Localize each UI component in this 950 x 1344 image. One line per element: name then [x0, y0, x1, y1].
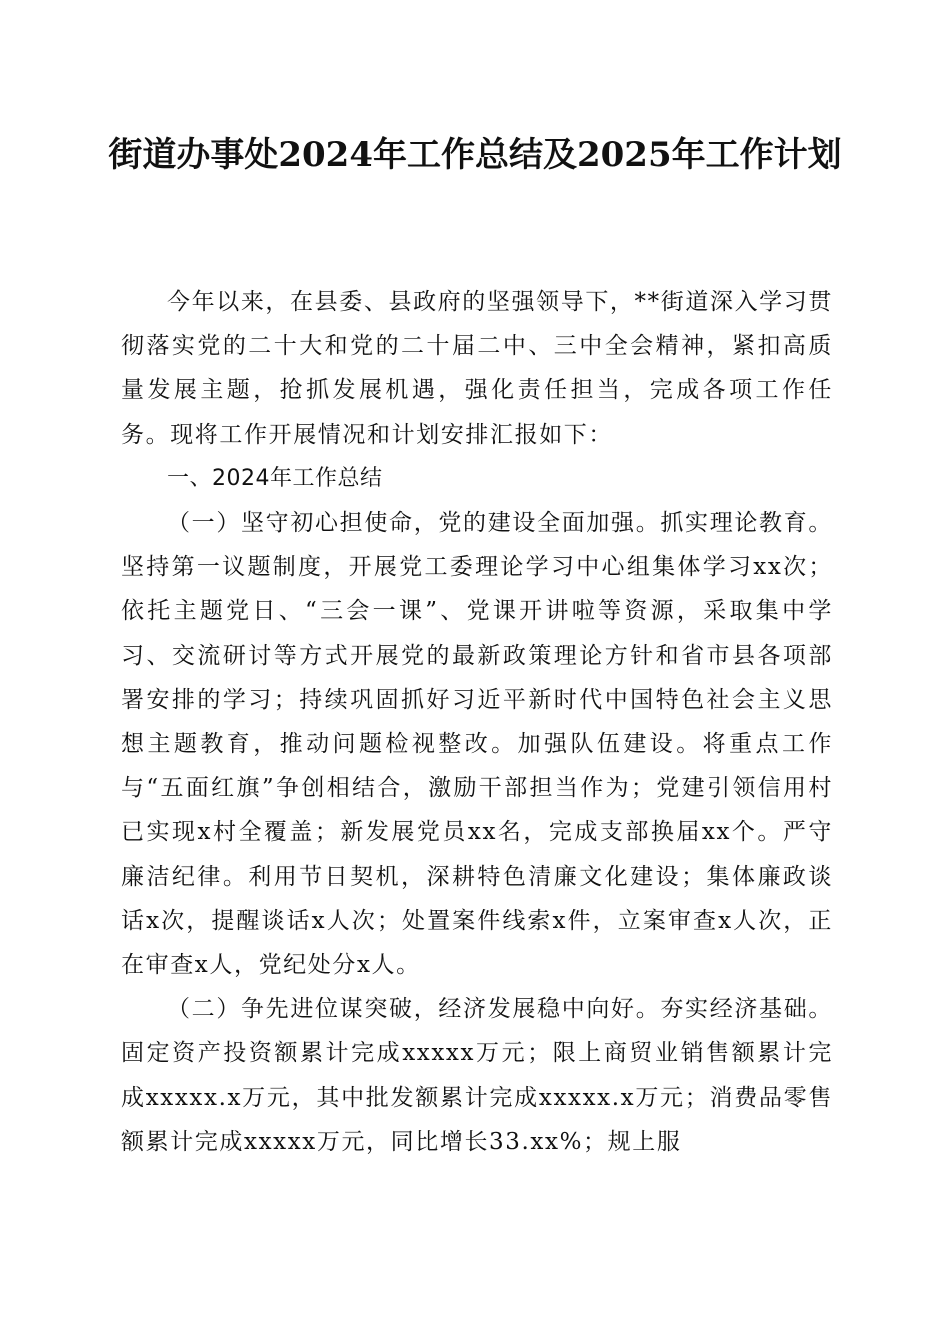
subsection-economic-development: （二）争先进位谋突破，经济发展稳中向好。夯实经济基础。固定资产投资额累计完成xxxxx万元；限上商贸业销售额累计完成xxxxx.x万元，其中批发额累计完成xxxxx.x万元；消费品零售额累计完成xxxxx万元，同比增长33.xx%；规上服 — [121, 996, 833, 1155]
document-body — [121, 280, 833, 1164]
section-heading-2024-summary: 一、2024年工作总结 — [167, 465, 383, 491]
document-title: 街道办事处2024年工作总结及2025年工作计划 — [108, 135, 842, 175]
subsection-party-building: （一）坚守初心担使命，党的建设全面加强。抓实理论教育。坚持第一议题制度，开展党工委理论学习中心组集体学习xx次；依托主题党日、“三会一课”、党课开讲啦等资源，采取集中学习、交流研讨等方式开展党的最新政策理论方针和省市县各项部署安排的学习；持续巩固抓好习近平新时代中国特色社会主义思想主题教育，推动问题检视整改。加强队伍建设。将重点工作与“五面红旗”争创相结合，激励干部担当作为；党建引领信用村已实现x村全覆盖；新发展党员xx名，完成支部换届xx个。严守廉洁纪律。利用节日契机，深耕特色清廉文化建设；集体廉政谈话x次，提醒谈话x人次；处置案件线索x件，立案审查x人次，正在审查x人，党纪处分x人。 — [121, 510, 833, 979]
intro-paragraph: 今年以来，在县委、县政府的坚强领导下，**街道深入学习贯彻落实党的二十大和党的二十届二中、三中全会精神，紧扣高质量发展主题，抢抓发展机遇，强化责任担当，完成各项工作任务。现将工作开展情况和计划安排汇报如下： — [121, 289, 833, 448]
